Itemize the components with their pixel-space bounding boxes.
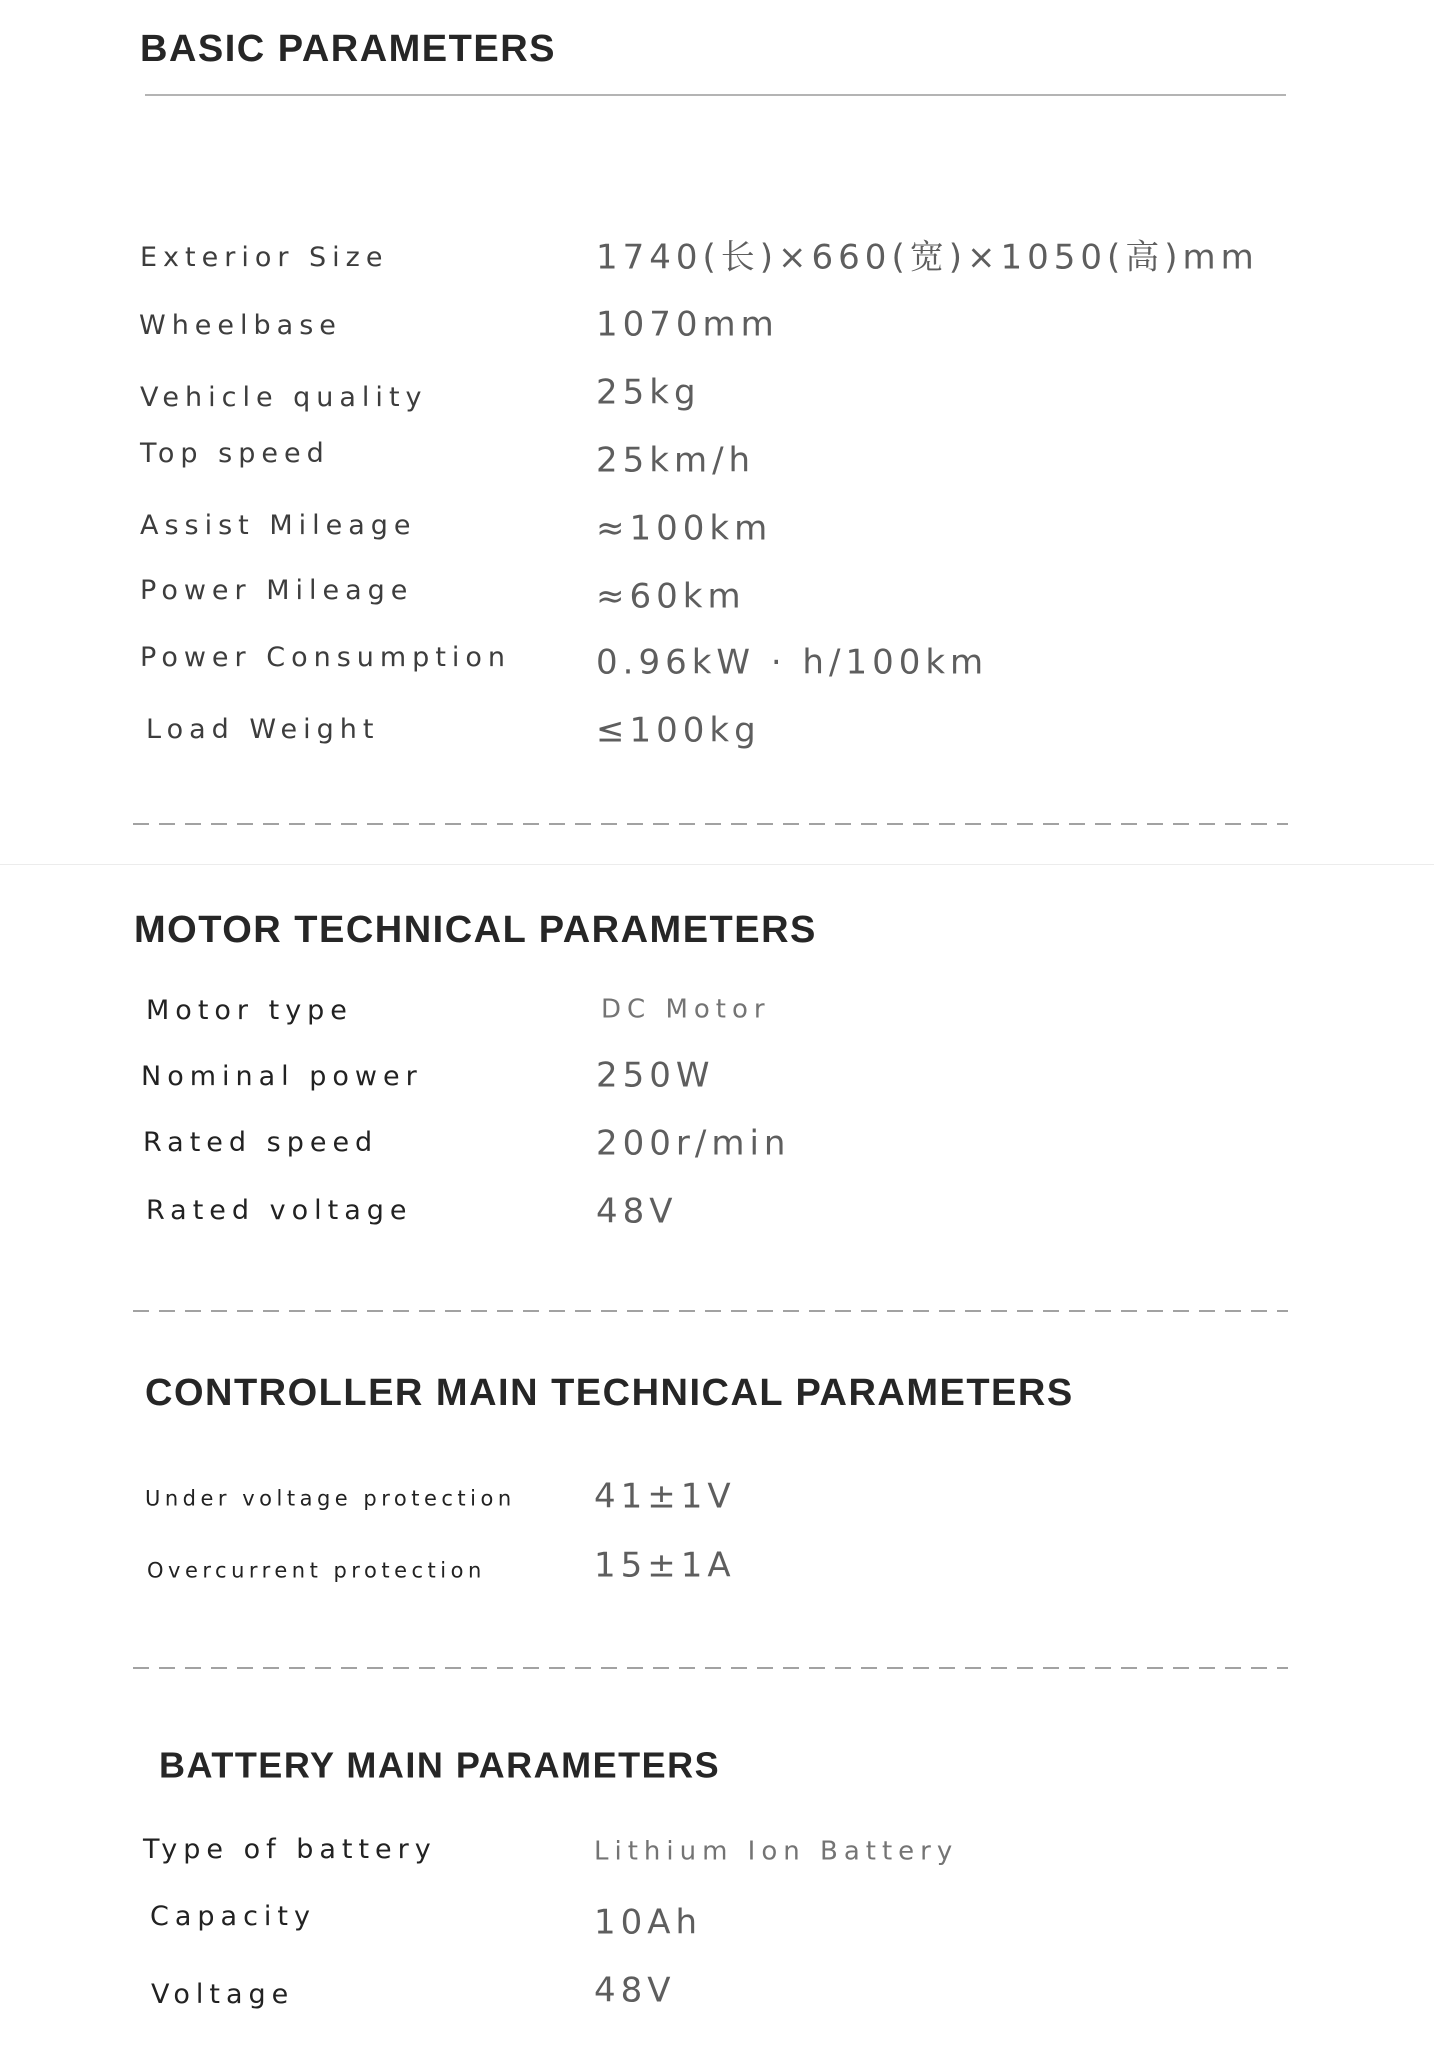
spec-value: Lithium Ion Battery [594,1836,959,1867]
spec-value: 0.96kW · h/100km [596,642,989,683]
section-title: MOTOR TECHNICAL PARAMETERS [134,909,817,952]
spec-label: Vehicle quality [140,381,428,413]
spec-value: DC Motor [601,994,771,1025]
spec-value: 25kg [596,372,701,413]
spec-label: Load Weight [146,713,380,745]
spec-value: 10Ah [594,1902,703,1943]
spec-label: Power Mileage [140,574,414,606]
spec-value: 25km/h [596,440,756,481]
spec-value: 48V [596,1191,678,1232]
spec-value: 41±1V [594,1476,736,1517]
dashed-divider [133,1667,1288,1669]
spec-label: Capacity [150,1900,316,1932]
spec-label: Type of battery [143,1833,437,1865]
spec-label: Wheelbase [139,309,342,341]
spec-label: Power Consumption [140,641,512,673]
spec-value: ≈100km [596,508,773,549]
spec-value: ≤100kg [596,710,761,751]
spec-value: 48V [594,1970,676,2011]
spec-label: Voltage [151,1978,295,2010]
spec-value: 1070mm [596,304,779,345]
spec-label: Assist Mileage [140,509,417,541]
title-underline [145,94,1286,96]
spec-label: Exterior Size [140,241,389,273]
spec-label: Nominal power [141,1060,423,1092]
section-separator [0,864,1434,865]
spec-label: Overcurrent protection [147,1558,486,1583]
spec-label: Top speed [140,437,330,469]
section-title: BATTERY MAIN PARAMETERS [159,1744,721,1786]
spec-value: 15±1A [594,1545,736,1586]
dashed-divider [133,1310,1288,1312]
spec-value: ≈60km [596,576,746,617]
dashed-divider [133,823,1288,825]
spec-value: 250W [596,1055,715,1096]
spec-label: Under voltage protection [145,1486,516,1511]
spec-label: Rated voltage [146,1194,413,1226]
spec-label: Rated speed [143,1126,379,1158]
spec-label: Motor type [146,994,353,1026]
section-title: BASIC PARAMETERS [140,28,556,71]
spec-value: 200r/min [596,1123,791,1164]
section-title: CONTROLLER MAIN TECHNICAL PARAMETERS [145,1372,1074,1415]
spec-value: 1740(长)×660(宽)×1050(高)mm [596,237,1259,278]
